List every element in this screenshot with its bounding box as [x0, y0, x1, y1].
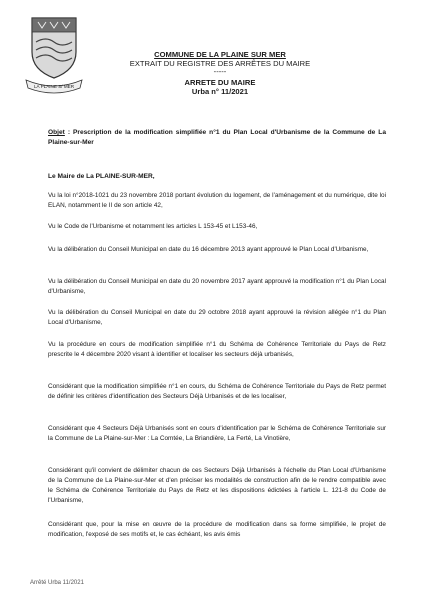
paragraph-considerant-secteurs: Considérant que 4 Secteurs Déjà Urbanisés sont en cours d'identification par le Schéma de Cohérence Territoriale sur la Commune de La Plaine-sur-Mer : La Comtée, La Briandière, La Ferté, La Vinotière, — [48, 425, 386, 442]
paragraph-considerant-criteres: Considérant que la modification simplifiée n°1 en cours, du Schéma de Cohérence Territoriale du Pays de Retz permet de définir les critères d'identification des Secteurs Déjà Urbanisés et de les localiser, — [48, 383, 386, 400]
arrete-title: ARRETE DU MAIRE — [184, 77, 256, 87]
page-footer: Arrêté Urba 11/2021 — [30, 580, 84, 586]
arrete-number: Urba n° 11/2021 — [191, 87, 249, 97]
coat-of-arms-logo — [24, 12, 84, 94]
paragraph-considerant-procedure: Considérant que, pour la mise en œuvre de la procédure de modification dans sa forme simplifiée, le projet de modification, l'exposé de ses motifs et, le cas échéant, les avis émis — [48, 521, 386, 538]
paragraph-delib-2018: Vu la délibération du Conseil Municipal en date du 29 octobre 2018 ayant approuvé la révision allégée n°1 du Plan Local d'Urbanisme, — [48, 309, 386, 326]
objet-label: Objet — [48, 129, 65, 136]
objet-text: : Prescription de la modification simplifiée n°1 du Plan Local d'Urbanisme de la Commune de La Plaine-sur-Mer — [48, 129, 386, 146]
paragraph-delib-2017: Vu la délibération du Conseil Municipal en date du 20 novembre 2017 ayant approuvé la modification n°1 du Plan Local d'Urbanisme, — [48, 278, 386, 295]
document-header — [100, 50, 340, 97]
registry-extract-title: EXTRAIT DU REGISTRE DES ARRÊTES DU MAIRE — [129, 59, 311, 69]
paragraph-loi-elan: Vu la loi n°2018-1021 du 23 novembre 2018 portant évolution du logement, de l'aménagement et du numérique, dite loi ELAN, notamment le II de son article 42, — [48, 192, 386, 209]
objet-section — [48, 128, 386, 148]
crest-banner-text: LA PLAINE S/ MER — [33, 84, 75, 89]
commune-title: COMMUNE DE LA PLAINE SUR MER — [154, 50, 286, 59]
maire-heading: Le Maire de La PLAINE-SUR-MER, — [48, 173, 155, 180]
paragraph-considerant-delimiter: Considérant qu'il convient de délimiter chacun de ces Secteurs Déjà Urbanisés à l'échelle du Plan Local d'Urbanisme de la Commune de La Plaine-sur-Mer et d'en préciser les modalités de construction afin de le rendre compatible avec le Schéma de Cohérence Territoriale du Pays de Retz et les dispositions édictées à l'article L. 121-8 du Code de l'Urbanisme, — [48, 467, 386, 504]
paragraph-delib-2013: Vu la délibération du Conseil Municipal en date du 16 décembre 2013 ayant approuvé le Plan Local d'Urbanisme, — [48, 246, 369, 253]
header-separator: ----- — [213, 66, 227, 76]
paragraph-code-urbanisme: Vu le Code de l'Urbanisme et notamment les articles L 153-45 et L153-46, — [48, 223, 258, 230]
paragraph-procedure-scot: Vu la procédure en cours de modification simplifiée n°1 du Schéma de Cohérence Territoriale du Pays de Retz prescrite le 4 décembre 2020 visant à identifier et localiser les secteurs déjà urbanisés, — [48, 341, 386, 358]
